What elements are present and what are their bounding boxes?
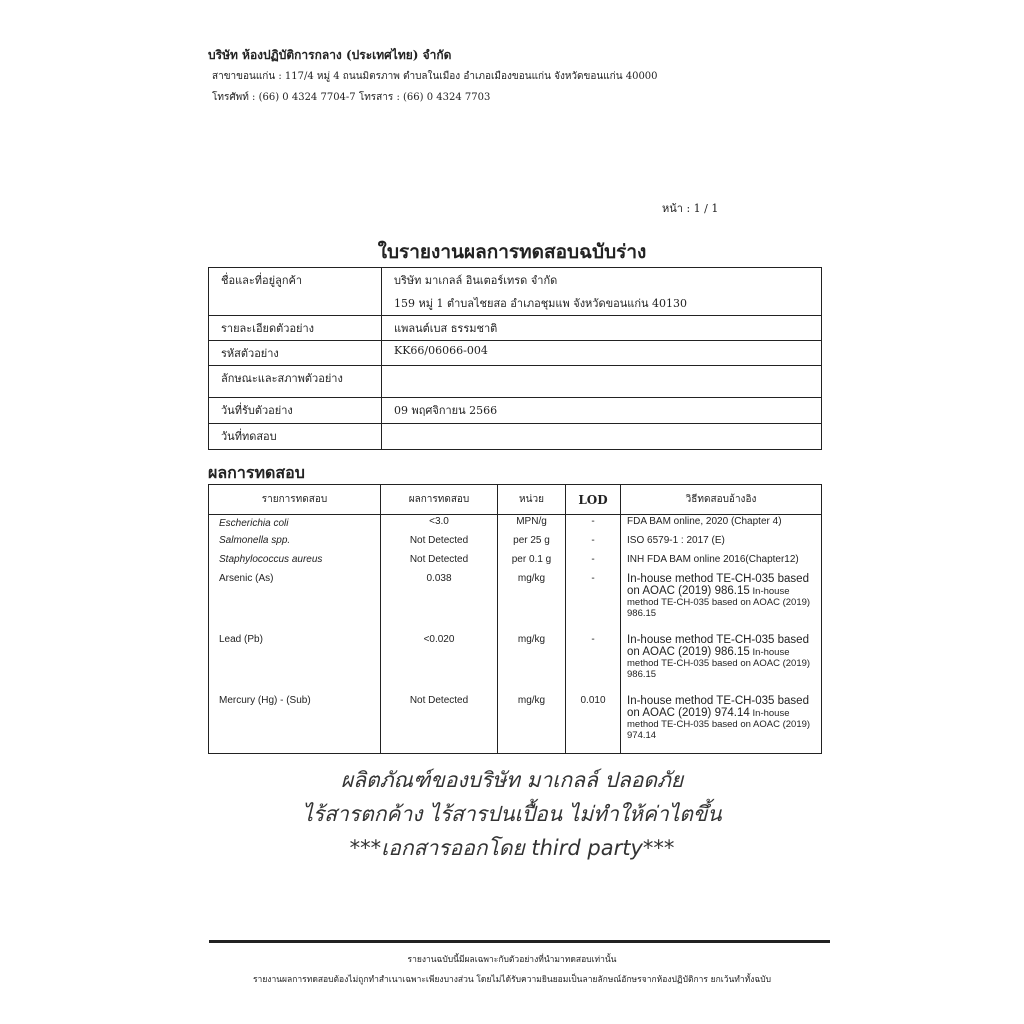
test-method-cell (621, 572, 822, 633)
test-unit: per 25 g (498, 534, 566, 553)
table-row (209, 534, 822, 553)
test-method: INH FDA BAM online 2016(Chapter12) (621, 553, 822, 572)
slogan-line: ***เอกสารออกโดย third party*** (349, 836, 675, 860)
test-item: Salmonella spp. (219, 534, 291, 546)
test-method-note: In-house method TE-CH-035 based on AOAC (2019) 974.14 (627, 707, 811, 741)
col-header: วิธีทดสอบอ้างอิง (621, 485, 822, 515)
lab-phone: โทรศัพท์ : (66) 0 4324 7704-7 โทรสาร : (66) 0 4324 7703 (212, 92, 491, 103)
results-title: ผลการทดสอบ (208, 463, 305, 482)
test-unit: per 0.1 g (498, 553, 566, 572)
test-item: Staphylococcus aureus (219, 553, 323, 565)
info-value (382, 268, 822, 316)
test-method: In-house method TE-CH-035 based on AOAC (2019) 986.15 (627, 633, 809, 658)
test-lod: - (566, 553, 621, 572)
test-method-note: In-house method TE-CH-035 based on AOAC (2019) 986.15 (627, 646, 811, 680)
test-lod: 0.010 (566, 694, 621, 754)
test-method: FDA BAM online, 2020 (Chapter 4) (621, 515, 822, 534)
test-item: Lead (Pb) (209, 633, 381, 694)
table-row (209, 572, 822, 633)
info-value: KK66/06066-004 (382, 341, 822, 366)
test-method-cell (621, 694, 822, 754)
col-header: หน่วย (498, 485, 566, 515)
info-value (382, 424, 822, 450)
info-value (382, 366, 822, 398)
table-row (209, 553, 822, 572)
test-method: In-house method TE-CH-035 based on AOAC (2019) 974.14 (627, 694, 809, 719)
test-item: Arsenic (As) (209, 572, 381, 633)
footer-note: รายงานผลการทดสอบต้องไม่ถูกทำสำเนาเฉพาะเพียงบางส่วน โดยไม่ได้รับความยินยอมเป็นลายลักษณ์อักษรจากห้องปฏิบัติการ ยกเว้นทำทั้งฉบับ (252, 975, 772, 985)
test-result: <3.0 (381, 515, 498, 534)
customer-name: บริษัท มาเกลล์ อินเตอร์เทรด จำกัด (394, 274, 558, 287)
slogan-line: ผลิตภัณฑ์ของบริษัท มาเกลล์ ปลอดภัย (340, 768, 684, 792)
col-header: ผลการทดสอบ (381, 485, 498, 515)
table-row (209, 694, 822, 754)
info-label: ชื่อและที่อยู่ลูกค้า (209, 268, 382, 316)
test-method-note: In-house method TE-CH-035 based on AOAC (2019) 986.15 (627, 585, 811, 619)
info-value: 09 พฤศจิกายน 2566 (382, 398, 822, 424)
test-method: ISO 6579-1 : 2017 (E) (621, 534, 822, 553)
lab-name: บริษัท ห้องปฏิบัติการกลาง (ประเทศไทย) จำกัด (208, 48, 452, 62)
test-lod: - (566, 515, 621, 534)
report-title: ใบรายงานผลการทดสอบฉบับร่าง (377, 241, 647, 263)
info-value: แพลนต์เบส ธรรมชาติ (382, 316, 822, 341)
col-header: รายการทดสอบ (209, 485, 381, 515)
footer-note: รายงานฉบับนี้มีผลเฉพาะกับตัวอย่างที่นำมาทดสอบเท่านั้น (407, 955, 617, 965)
test-item: Mercury (Hg) - (Sub) (209, 694, 381, 754)
customer-address: 159 หมู่ 1 ตำบลไชยสอ อำเภอชุมแพ จังหวัดขอนแก่น 40130 (394, 297, 688, 310)
col-header: LOD (566, 485, 621, 515)
info-label: ลักษณะและสภาพตัวอย่าง (209, 366, 382, 398)
test-unit: mg/kg (498, 694, 566, 754)
test-result: 0.038 (381, 572, 498, 633)
test-result: Not Detected (381, 534, 498, 553)
table-row (209, 633, 822, 694)
lab-address: สาขาขอนแก่น : 117/4 หมู่ 4 ถนนมิตรภาพ ตำบลในเมือง อำเภอเมืองขอนแก่น จังหวัดขอนแก่น 40000 (212, 71, 658, 82)
test-method: In-house method TE-CH-035 based on AOAC (2019) 986.15 (627, 572, 809, 597)
sample-info-table (208, 267, 822, 450)
page-number: หน้า : 1 / 1 (662, 202, 719, 215)
test-lod: - (566, 633, 621, 694)
info-label: รหัสตัวอย่าง (209, 341, 382, 366)
test-method-cell (621, 633, 822, 694)
footer-divider (209, 940, 830, 943)
info-label: วันที่รับตัวอย่าง (209, 398, 382, 424)
test-unit: MPN/g (498, 515, 566, 534)
test-unit: mg/kg (498, 572, 566, 633)
info-label: วันที่ทดสอบ (209, 424, 382, 450)
test-result: <0.020 (381, 633, 498, 694)
info-label: รายละเอียดตัวอย่าง (209, 316, 382, 341)
results-table (208, 484, 822, 754)
test-result: Not Detected (381, 694, 498, 754)
slogan-line: ไร้สารตกค้าง ไร้สารปนเปื้อน ไม่ทำให้ค่าไตขึ้น (302, 802, 722, 826)
test-unit: mg/kg (498, 633, 566, 694)
table-row (209, 515, 822, 534)
test-lod: - (566, 534, 621, 553)
test-item: Escherichia coli (219, 518, 289, 529)
test-lod: - (566, 572, 621, 633)
test-result: Not Detected (381, 553, 498, 572)
